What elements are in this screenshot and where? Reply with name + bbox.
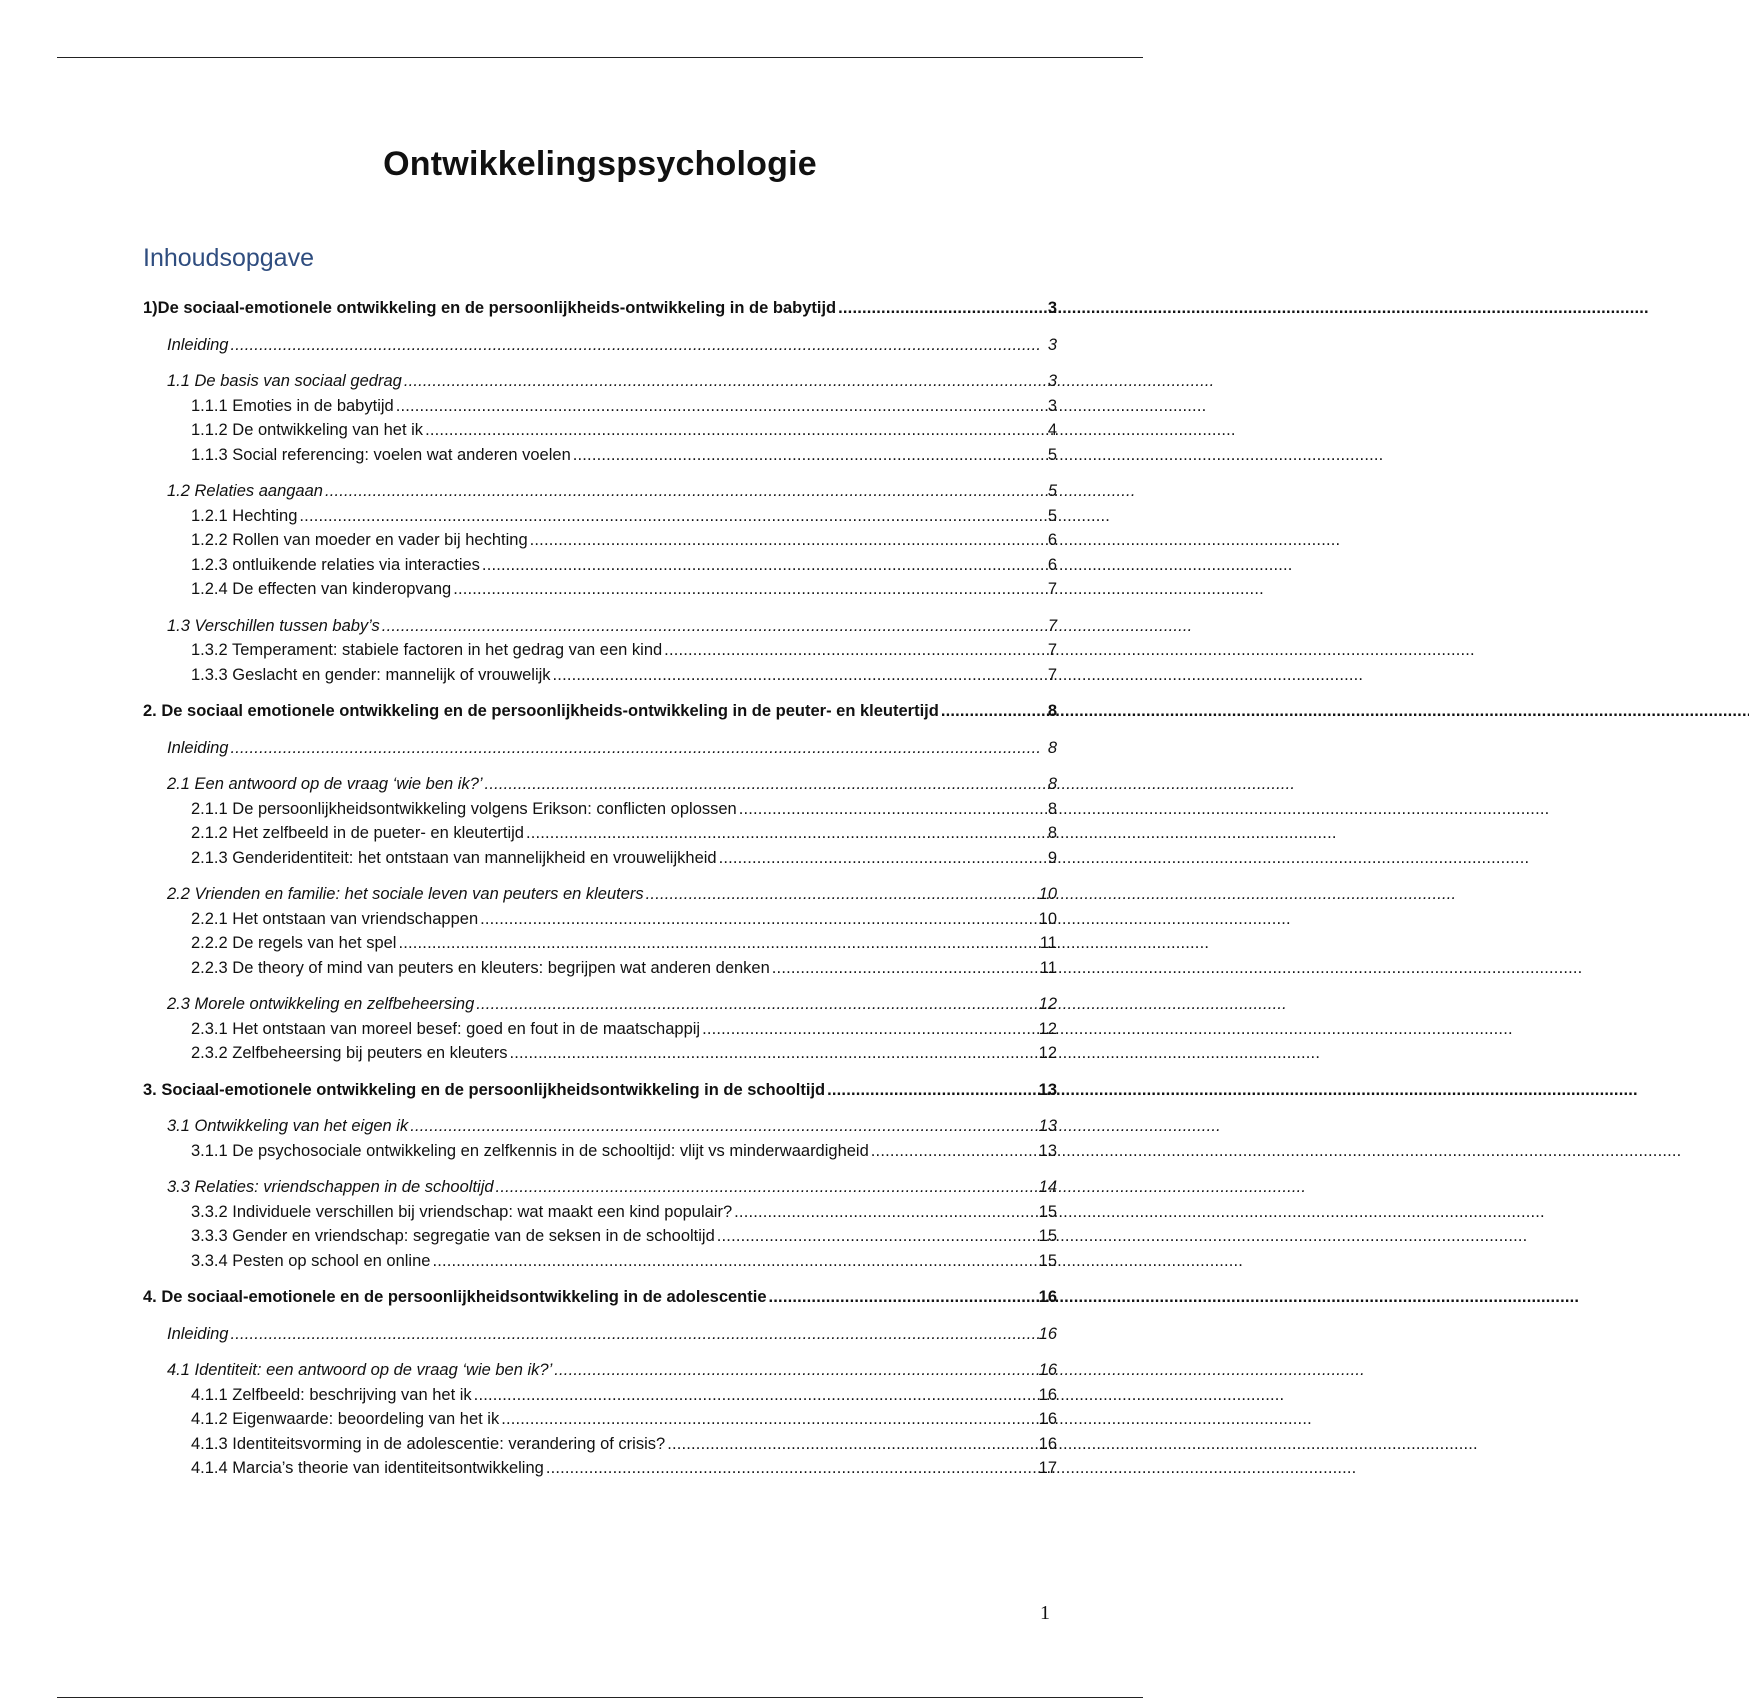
toc-entry-subsection[interactable]	[143, 1224, 1057, 1249]
toc-entry-title: 1.1.1 Emoties in de babytijd	[191, 396, 394, 415]
toc-entry-title: 2.3 Morele ontwikkeling en zelfbeheersing	[167, 995, 475, 1013]
toc-entry-page: 15	[1038, 1251, 1057, 1270]
toc-entry-page: 8	[1047, 702, 1057, 720]
toc-entry-title: 1.2 Relaties aangaan	[167, 482, 323, 500]
toc-entry-subsection[interactable]	[143, 846, 1057, 871]
toc-dot-leader	[480, 907, 1037, 932]
toc-entry-section[interactable]	[143, 333, 1057, 358]
toc-dot-leader	[546, 1456, 1037, 1481]
toc-entry-section[interactable]	[143, 1358, 1057, 1383]
toc-entry-page: 17	[1038, 1459, 1057, 1477]
toc-entry-title: 2.1.3 Genderidentiteit: het ontstaan van mannelijkheid en vrouwelijkheid	[191, 848, 717, 867]
toc-entry-title: 1.2.2 Rollen van moeder en vader bij hechting	[191, 531, 528, 549]
toc-entry-page: 6	[1047, 531, 1057, 549]
toc-entry-page: 8	[1047, 775, 1057, 793]
toc-dot-leader	[482, 553, 1046, 578]
toc-entry-subsection[interactable]	[143, 638, 1057, 663]
toc-dot-leader	[941, 699, 1046, 724]
toc-entry-page: 16	[1038, 1385, 1057, 1404]
toc-dot-leader	[664, 638, 1046, 663]
toc-dot-leader	[474, 1383, 1037, 1408]
toc-entry-title: 2.2.1 Het ontstaan van vriendschappen	[191, 909, 479, 928]
page-number: 1	[1040, 1602, 1050, 1624]
toc-entry-page: 15	[1038, 1202, 1057, 1221]
toc-entry-section[interactable]	[143, 369, 1057, 394]
toc-entry-title: 1.2.3 ontluikende relaties via interacties	[191, 555, 480, 574]
toc-dot-leader	[530, 528, 1046, 553]
toc-entry-page: 8	[1047, 799, 1057, 818]
toc-entry-subsection[interactable]	[143, 1200, 1057, 1225]
toc-dot-leader	[509, 1041, 1036, 1066]
toc-entry-title: 1.2.4 De effecten van kinderopvang	[191, 580, 452, 598]
toc-dot-leader	[734, 1200, 1036, 1225]
toc-dot-leader	[299, 504, 1045, 529]
toc-entry-page: 16	[1038, 1288, 1057, 1306]
toc-entry-chapter-3[interactable]	[143, 1078, 1057, 1103]
toc-dot-leader	[496, 1175, 1037, 1200]
toc-entry-page: 3	[1047, 396, 1057, 415]
toc-entry-title: 4.1.4 Marcia’s theorie van identiteitsontwikkeling	[191, 1459, 544, 1477]
toc-entry-page: 7	[1047, 665, 1057, 684]
toc-entry-page: 13	[1038, 1117, 1057, 1135]
toc-entry-title: 3. Sociaal-emotionele ontwikkeling en de persoonlijkheidsontwikkeling in de schooltijd	[143, 1080, 826, 1099]
toc-entry-title: 2.1 Een antwoord op de vraag ‘wie ben ik?’	[167, 775, 483, 793]
toc-entry-title: 3.3 Relaties: vriendschappen in de schooltijd	[167, 1178, 494, 1196]
footer-rule	[57, 1697, 1143, 1698]
toc-dot-leader	[871, 1139, 1037, 1164]
toc-entry-title: 1.1.3 Social referencing: voelen wat anderen voelen	[191, 445, 571, 464]
toc-entry-subsection[interactable]	[143, 1456, 1057, 1481]
toc-dot-leader	[425, 418, 1046, 443]
toc-entry-page: 16	[1038, 1410, 1057, 1428]
toc-entry-title: 2.2 Vrienden en familie: het sociale leven van peuters en kleuters	[167, 885, 644, 903]
toc-dot-leader	[396, 394, 1046, 419]
toc-dot-leader	[230, 333, 1045, 358]
toc-entry-page: 8	[1047, 824, 1057, 842]
toc-entry-title: 2.1.1 De persoonlijkheidsontwikkeling volgens Erikson: conflicten oplossen	[191, 799, 737, 818]
toc-entry-section[interactable]	[143, 992, 1057, 1017]
toc-entry-subsection[interactable]	[143, 1407, 1057, 1432]
toc-dot-leader	[382, 614, 1046, 639]
toc-entry-title: 3.3.3 Gender en vriendschap: segregatie van de seksen in de schooltijd	[191, 1227, 715, 1245]
toc-dot-leader	[526, 821, 1046, 846]
toc-entry-subsection[interactable]	[143, 1432, 1057, 1457]
toc-entry-title: 1.1.2 De ontwikkeling van het ik	[191, 421, 424, 439]
toc-dot-leader	[717, 1224, 1037, 1249]
toc-entry-subsection[interactable]	[143, 797, 1057, 822]
toc-entry-page: 12	[1038, 995, 1057, 1013]
toc-dot-leader	[398, 931, 1037, 956]
toc-entry-page: 5	[1047, 445, 1057, 464]
toc-dot-leader	[827, 1078, 1037, 1103]
toc-entry-section[interactable]	[143, 772, 1057, 797]
toc-entry-page: 16	[1038, 1324, 1057, 1343]
toc-dot-leader	[702, 1017, 1037, 1042]
toc-entry-title: 3.1 Ontwikkeling van het eigen ik	[167, 1117, 409, 1135]
toc-entry-page: 12	[1038, 1044, 1057, 1062]
toc-dot-leader	[573, 443, 1046, 468]
toc-entry-page: 5	[1047, 482, 1057, 500]
toc-entry-page: 3	[1047, 335, 1057, 354]
toc-entry-title: 2.1.2 Het zelfbeeld in de pueter- en kleutertijd	[191, 824, 524, 842]
toc-entry-title: 2.2.3 De theory of mind van peuters en kleuters: begrijpen wat anderen denken	[191, 958, 770, 977]
toc-entry-title: 2. De sociaal emotionele ontwikkeling en de persoonlijkheids-ontwikkeling in de peuter- en kleutertijd	[143, 702, 939, 720]
toc-entry-page: 7	[1047, 641, 1057, 659]
toc-dot-leader	[554, 1358, 1036, 1383]
toc-entry-title: 3.1.1 De psychosociale ontwikkeling en zelfkennis in de schooltijd: vlijt vs minderwaardigheid	[191, 1141, 869, 1160]
toc-entry-title: 1.3.2 Temperament: stabiele factoren in het gedrag van een kind	[191, 641, 663, 659]
toc-entry-title: 1.3 Verschillen tussen baby’s	[167, 616, 380, 635]
toc-entry-title: 2.3.1 Het ontstaan van moreel besef: goed en fout in de maatschappij	[191, 1019, 701, 1038]
toc-entry-title: 4.1.2 Eigenwaarde: beoordeling van het ik	[191, 1410, 500, 1428]
toc-entry-title: Inleiding	[167, 738, 229, 757]
toc-entry-page: 13	[1038, 1141, 1057, 1160]
toc-entry-title: 4. De sociaal-emotionele en de persoonlijkheidsontwikkeling in de adolescentie	[143, 1288, 767, 1306]
toc-entry-page: 5	[1047, 506, 1057, 525]
table-of-contents	[143, 296, 1057, 1481]
toc-dot-leader	[485, 772, 1046, 797]
toc-entry-title: 4.1 Identiteit: een antwoord op de vraag ‘wie ben ik?’	[167, 1361, 553, 1379]
toc-entry-page: 6	[1047, 555, 1057, 574]
toc-dot-leader	[646, 882, 1037, 907]
toc-entry-subsection[interactable]	[143, 504, 1057, 529]
toc-entry-page: 8	[1047, 738, 1057, 757]
toc-heading: Inhoudsopgave	[143, 244, 314, 272]
toc-entry-title: 2.3.2 Zelfbeheersing bij peuters en kleuters	[191, 1044, 508, 1062]
toc-entry-page: 15	[1038, 1227, 1057, 1245]
toc-entry-subsection[interactable]	[143, 528, 1057, 553]
toc-entry-section[interactable]	[143, 1322, 1057, 1347]
toc-dot-leader	[410, 1114, 1036, 1139]
toc-entry-chapter-4[interactable]	[143, 1285, 1057, 1310]
toc-entry-subsection[interactable]	[143, 394, 1057, 419]
toc-entry-page: 3	[1047, 372, 1057, 390]
toc-entry-page: 14	[1038, 1178, 1057, 1196]
toc-dot-leader	[476, 992, 1036, 1017]
toc-entry-subsection[interactable]	[143, 1139, 1057, 1164]
toc-dot-leader	[772, 956, 1038, 981]
toc-dot-leader	[501, 1407, 1036, 1432]
toc-entry-title: 1.1 De basis van sociaal gedrag	[167, 372, 402, 390]
toc-entry-section[interactable]	[143, 882, 1057, 907]
toc-entry-subsection[interactable]	[143, 821, 1057, 846]
toc-entry-title: 4.1.3 Identiteitsvorming in de adolescentie: verandering of crisis?	[191, 1434, 666, 1453]
toc-entry-section[interactable]	[143, 479, 1057, 504]
toc-entry-page: 7	[1047, 580, 1057, 598]
toc-dot-leader	[453, 577, 1046, 602]
toc-entry-chapter-2[interactable]	[143, 699, 1057, 724]
toc-entry-subsection[interactable]	[143, 553, 1057, 578]
toc-entry-subsection[interactable]	[143, 577, 1057, 602]
toc-dot-leader	[769, 1285, 1037, 1310]
toc-entry-page: 12	[1038, 1019, 1057, 1038]
toc-dot-leader	[739, 797, 1046, 822]
toc-dot-leader	[553, 663, 1046, 688]
toc-entry-page: 11	[1039, 934, 1057, 952]
toc-entry-title: 1.3.3 Geslacht en gender: mannelijk of vrouwelijk	[191, 665, 551, 684]
toc-entry-page: 11	[1039, 958, 1057, 977]
toc-entry-page: 3	[1047, 299, 1057, 317]
toc-entry-title: Inleiding	[167, 1324, 229, 1343]
toc-entry-title: 4.1.1 Zelfbeeld: beschrijving van het ik	[191, 1385, 472, 1404]
toc-dot-leader	[325, 479, 1046, 504]
toc-dot-leader	[838, 296, 1046, 321]
toc-dot-leader	[404, 369, 1046, 394]
toc-entry-title: 3.3.4 Pesten op school en online	[191, 1251, 431, 1270]
toc-entry-section[interactable]	[143, 1175, 1057, 1200]
toc-entry-title: 3.3.2 Individuele verschillen bij vriendschap: wat maakt een kind populair?	[191, 1202, 733, 1221]
toc-entry-subsection[interactable]	[143, 956, 1057, 981]
toc-entry-subsection[interactable]	[143, 418, 1057, 443]
toc-dot-leader	[230, 1322, 1036, 1347]
toc-entry-chapter-1[interactable]	[143, 296, 1057, 321]
toc-entry-page: 16	[1038, 1361, 1057, 1379]
toc-entry-subsection[interactable]	[143, 1249, 1057, 1274]
toc-entry-subsection[interactable]	[143, 1383, 1057, 1408]
toc-entry-section[interactable]	[143, 1114, 1057, 1139]
toc-dot-leader	[667, 1432, 1036, 1457]
header-rule	[57, 57, 1143, 58]
toc-entry-subsection[interactable]	[143, 663, 1057, 688]
toc-entry-title: 1.2.1 Hechting	[191, 506, 298, 525]
toc-entry-title: Inleiding	[167, 335, 229, 354]
toc-entry-subsection[interactable]	[143, 443, 1057, 468]
toc-entry-subsection[interactable]	[143, 1041, 1057, 1066]
toc-entry-page: 4	[1047, 421, 1057, 439]
toc-entry-subsection[interactable]	[143, 1017, 1057, 1042]
toc-entry-section[interactable]	[143, 736, 1057, 761]
toc-entry-section[interactable]	[143, 614, 1057, 639]
toc-entry-page: 10	[1038, 885, 1057, 903]
toc-entry-subsection[interactable]	[143, 907, 1057, 932]
toc-dot-leader	[230, 736, 1045, 761]
toc-entry-page: 7	[1047, 616, 1057, 635]
toc-entry-page: 9	[1047, 848, 1057, 867]
toc-entry-page: 16	[1038, 1434, 1057, 1453]
toc-entry-number: 1)	[143, 299, 158, 317]
toc-entry-subsection[interactable]	[143, 931, 1057, 956]
document-title: Ontwikkelingspsychologie	[383, 145, 817, 183]
toc-entry-title: De sociaal-emotionele ontwikkeling en de persoonlijkheids-ontwikkeling in de babytijd	[157, 299, 837, 317]
toc-dot-leader	[432, 1249, 1036, 1274]
toc-entry-title: 2.2.2 De regels van het spel	[191, 934, 397, 952]
toc-entry-page: 10	[1038, 909, 1057, 928]
toc-dot-leader	[719, 846, 1046, 871]
toc-entry-page: 13	[1038, 1080, 1057, 1099]
